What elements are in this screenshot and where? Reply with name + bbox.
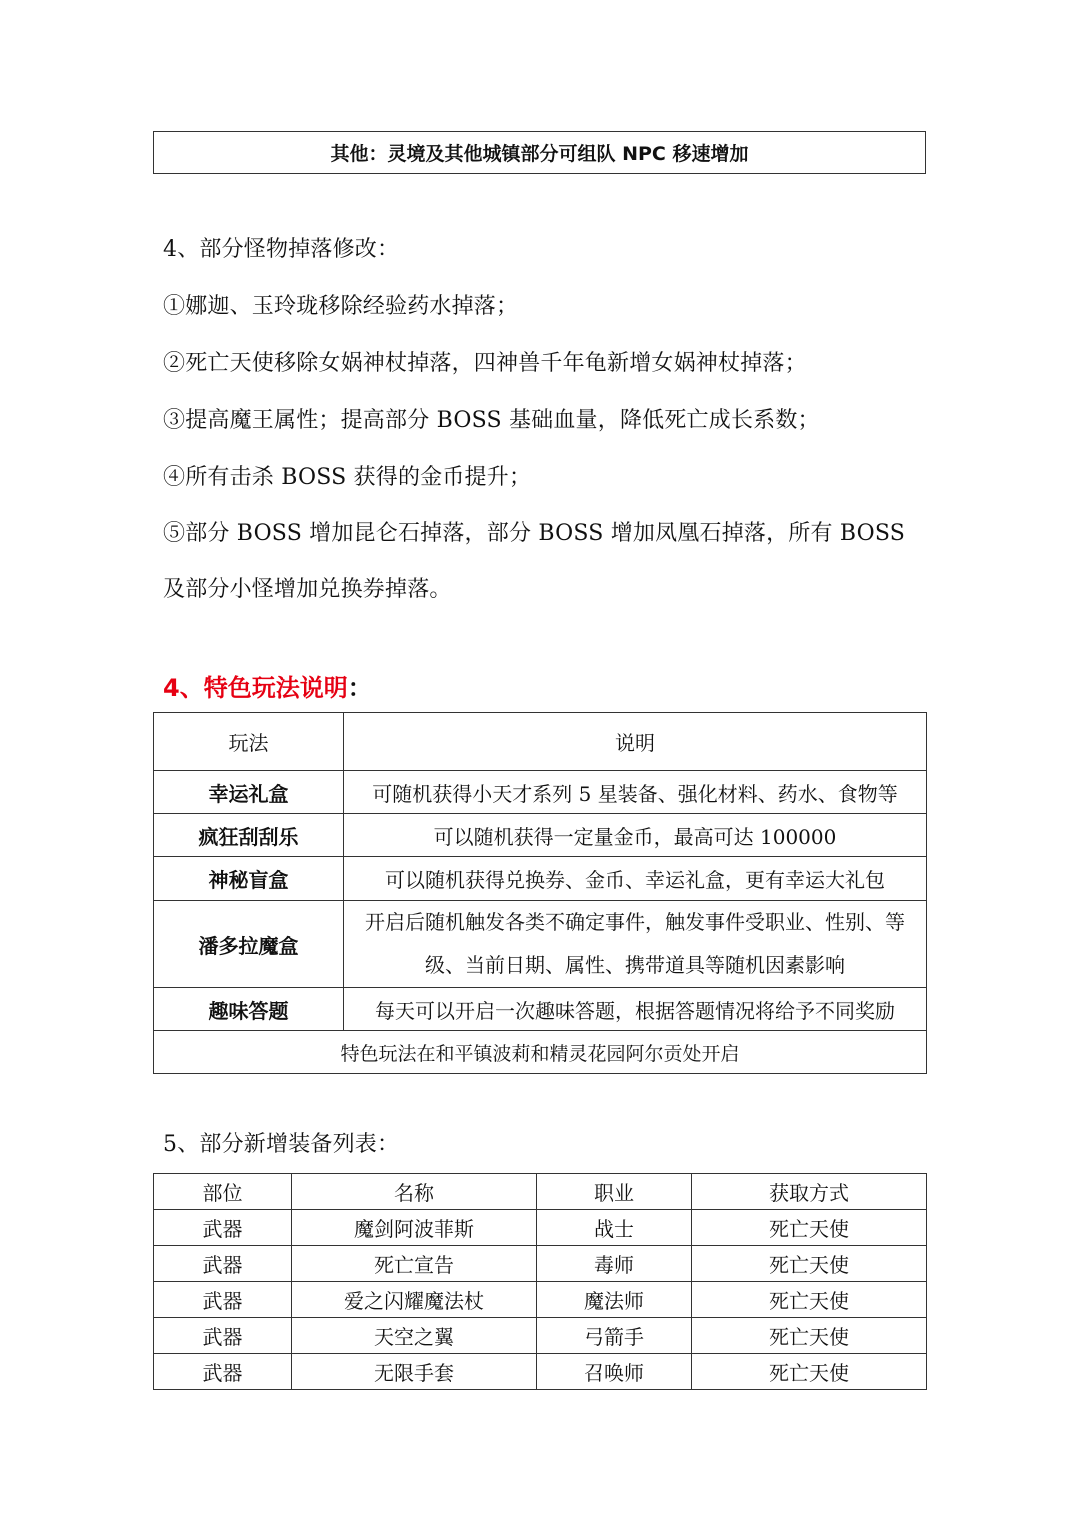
other-note-text: 其他：灵境及其他城镇部分可组队 NPC 移速增加 bbox=[330, 143, 749, 165]
equipment-col-name: 名称 bbox=[292, 1174, 537, 1210]
feature-name: 幸运礼盒 bbox=[154, 771, 344, 814]
other-note-box bbox=[153, 131, 926, 174]
features-col-name: 玩法 bbox=[154, 713, 344, 771]
equipment-class: 毒师 bbox=[537, 1246, 692, 1282]
feature-desc: 可以随机获得兑换券、金币、幸运礼盒，更有幸运大礼包 bbox=[344, 857, 927, 901]
equipment-class: 弓箭手 bbox=[537, 1318, 692, 1354]
feature-name: 疯狂刮刮乐 bbox=[154, 814, 344, 857]
equipment-col-source: 获取方式 bbox=[692, 1174, 927, 1210]
features-table bbox=[153, 712, 927, 1074]
table-row bbox=[154, 1354, 927, 1390]
equipment-name: 爱之闪耀魔法杖 bbox=[292, 1282, 537, 1318]
feature-desc: 每天可以开启一次趣味答题，根据答题情况将给予不同奖励 bbox=[344, 988, 927, 1031]
features-col-desc: 说明 bbox=[344, 713, 927, 771]
equipment-source: 死亡天使 bbox=[692, 1210, 927, 1246]
monster-drop-item-1: ①娜迦、玉玲珑移除经验药水掉落； bbox=[163, 294, 519, 319]
equipment-source: 死亡天使 bbox=[692, 1354, 927, 1390]
features-header-row bbox=[154, 713, 927, 771]
monster-drop-item-5-cont: 及部分小怪增加兑换券掉落。 bbox=[163, 577, 452, 602]
equipment-slot: 武器 bbox=[154, 1282, 292, 1318]
feature-name: 趣味答题 bbox=[154, 988, 344, 1031]
equipment-heading: 5、部分新增装备列表： bbox=[163, 1132, 400, 1157]
equipment-slot: 武器 bbox=[154, 1318, 292, 1354]
table-row bbox=[154, 771, 927, 814]
monster-drop-item-2: ②死亡天使移除女娲神杖掉落，四神兽千年龟新增女娲神杖掉落； bbox=[163, 351, 807, 376]
equipment-class: 战士 bbox=[537, 1210, 692, 1246]
equipment-name: 天空之翼 bbox=[292, 1318, 537, 1354]
table-row bbox=[154, 1210, 927, 1246]
feature-name: 神秘盲盒 bbox=[154, 857, 344, 901]
equipment-header-row bbox=[154, 1174, 927, 1210]
equipment-source: 死亡天使 bbox=[692, 1282, 927, 1318]
feature-desc: 可以随机获得一定量金币，最高可达 100000 bbox=[344, 814, 927, 857]
equipment-slot: 武器 bbox=[154, 1210, 292, 1246]
equipment-source: 死亡天使 bbox=[692, 1318, 927, 1354]
features-heading bbox=[163, 668, 372, 703]
equipment-slot: 武器 bbox=[154, 1246, 292, 1282]
features-footer: 特色玩法在和平镇波莉和精灵花园阿尔贡处开启 bbox=[154, 1031, 927, 1074]
features-heading-label: 4、特色玩法说明 bbox=[163, 674, 348, 702]
equipment-col-class: 职业 bbox=[537, 1174, 692, 1210]
equipment-name: 死亡宣告 bbox=[292, 1246, 537, 1282]
equipment-class: 召唤师 bbox=[537, 1354, 692, 1390]
monster-drop-item-3: ③提高魔王属性；提高部分 BOSS 基础血量，降低死亡成长系数； bbox=[163, 408, 820, 433]
feature-desc: 开启后随机触发各类不确定事件，触发事件受职业、性别、等级、当前日期、属性、携带道具等随机因素影响 bbox=[344, 901, 927, 988]
feature-desc: 可随机获得小天才系列 5 星装备、强化材料、药水、食物等 bbox=[344, 771, 927, 814]
equipment-name: 无限手套 bbox=[292, 1354, 537, 1390]
feature-name: 潘多拉魔盒 bbox=[154, 901, 344, 988]
equipment-class: 魔法师 bbox=[537, 1282, 692, 1318]
table-row bbox=[154, 988, 927, 1031]
features-footer-row bbox=[154, 1031, 927, 1074]
monster-drop-item-4: ④所有击杀 BOSS 获得的金币提升； bbox=[163, 465, 532, 490]
monster-drop-heading: 4、部分怪物掉落修改： bbox=[163, 237, 400, 262]
table-row bbox=[154, 1246, 927, 1282]
table-row bbox=[154, 1318, 927, 1354]
table-row bbox=[154, 1282, 927, 1318]
table-row bbox=[154, 814, 927, 857]
equipment-table bbox=[153, 1173, 927, 1390]
features-heading-colon: ： bbox=[347, 673, 372, 702]
table-row bbox=[154, 857, 927, 901]
equipment-name: 魔剑阿波菲斯 bbox=[292, 1210, 537, 1246]
equipment-col-slot: 部位 bbox=[154, 1174, 292, 1210]
table-row bbox=[154, 901, 927, 988]
monster-drop-item-5: ⑤部分 BOSS 增加昆仑石掉落，部分 BOSS 增加凤凰石掉落，所有 BOSS bbox=[163, 521, 906, 546]
equipment-slot: 武器 bbox=[154, 1354, 292, 1390]
equipment-source: 死亡天使 bbox=[692, 1246, 927, 1282]
